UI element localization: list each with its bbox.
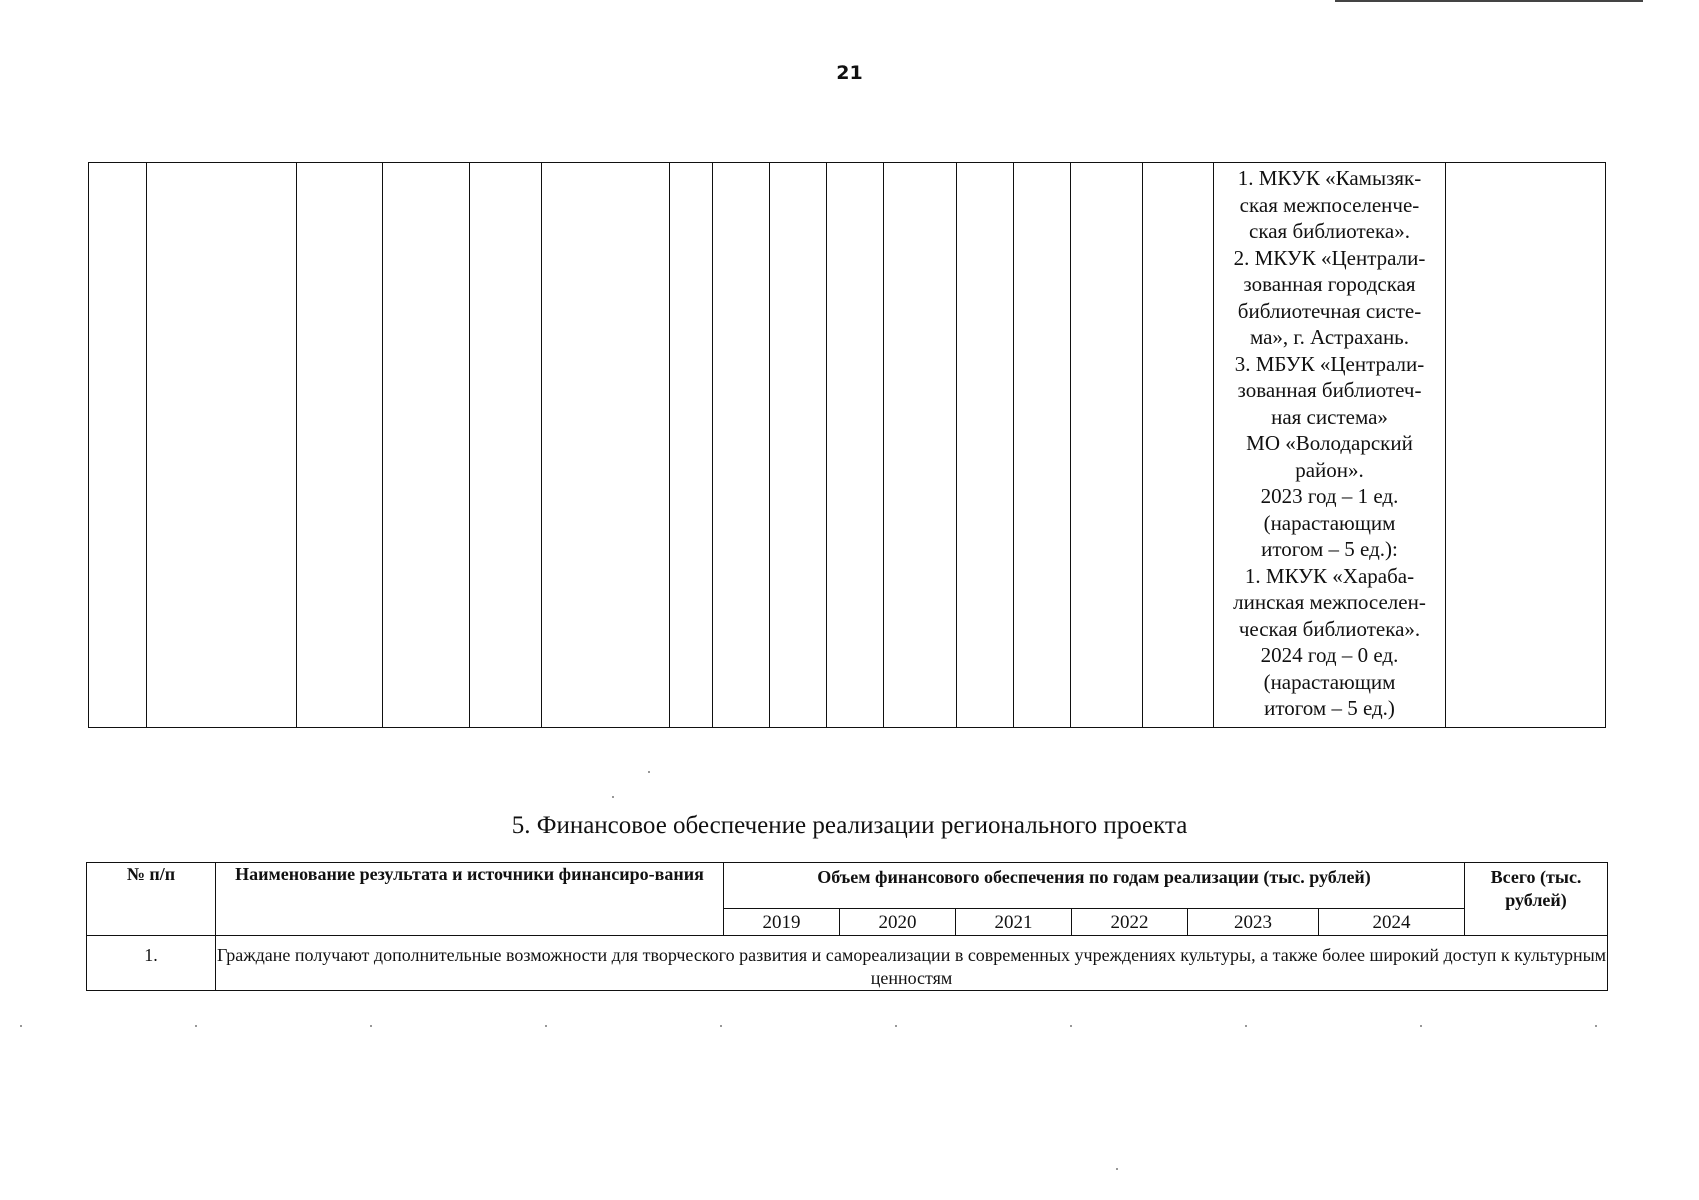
scan-dot xyxy=(1116,1168,1118,1170)
cell-line: ма», г. Астрахань. xyxy=(1249,325,1410,349)
section-heading: 5. Финансовое обеспечение реализации регионального проекта xyxy=(511,812,1188,839)
year-2019: 2019 xyxy=(724,909,840,936)
scan-dot xyxy=(545,1025,547,1027)
table-row xyxy=(89,163,1606,728)
table-cell xyxy=(957,163,1014,728)
scan-dot xyxy=(370,1025,372,1027)
table-cell xyxy=(1071,163,1143,728)
cell-line: МО «Володарский xyxy=(1246,431,1413,455)
table-cell xyxy=(884,163,957,728)
scan-dot xyxy=(1595,1025,1597,1027)
header-total: Всего (тыс. рублей) xyxy=(1465,863,1608,936)
year-2020: 2020 xyxy=(840,909,956,936)
cell-line: ская межпоселенче- xyxy=(1239,192,1420,217)
cell-line: 1. МКУК «Камызяк- xyxy=(1237,166,1422,190)
table-cell xyxy=(827,163,884,728)
cell-line: 2. МКУК «Централи- xyxy=(1233,245,1426,270)
scan-dot xyxy=(195,1025,197,1027)
cell-line: 1. МКУК «Хараба- xyxy=(1244,563,1415,588)
top-rule xyxy=(1335,0,1643,2)
continuation-table xyxy=(88,162,1606,728)
cell-line: 3. МБУК «Централи- xyxy=(1234,351,1425,376)
table-cell xyxy=(297,163,383,728)
libraries-cell xyxy=(1214,163,1446,728)
table-cell xyxy=(542,163,670,728)
table-cell xyxy=(1446,163,1606,728)
scan-dot xyxy=(1070,1025,1072,1027)
year-2022: 2022 xyxy=(1072,909,1188,936)
table-cell xyxy=(89,163,147,728)
finance-table xyxy=(86,862,1608,991)
table-cell xyxy=(147,163,297,728)
scan-dot xyxy=(648,771,650,773)
row-num: 1. xyxy=(87,936,216,991)
cell-line: итогом – 5 ед.) xyxy=(1264,696,1395,720)
scan-dot xyxy=(895,1025,897,1027)
header-volume: Объем финансового обеспечения по годам реализации (тыс. рублей) xyxy=(724,863,1465,909)
year-2021: 2021 xyxy=(956,909,1072,936)
page-number: 21 xyxy=(836,62,863,84)
cell-line: итогом – 5 ед.): xyxy=(1261,537,1398,561)
cell-line: (нарастающим xyxy=(1263,510,1396,535)
table-cell xyxy=(1014,163,1071,728)
cell-line: ческая библиотека». xyxy=(1238,616,1421,641)
cell-line: ская библиотека». xyxy=(1249,219,1410,243)
cell-line: район». xyxy=(1295,457,1364,482)
table-cell xyxy=(770,163,827,728)
cell-line: ная система» xyxy=(1271,404,1388,429)
cell-line: зованная городская xyxy=(1243,272,1416,296)
cell-line: линская межпоселен- xyxy=(1233,590,1426,614)
cell-line: 2024 год – 0 ед. xyxy=(1260,643,1399,667)
scan-dot xyxy=(1420,1025,1422,1027)
year-2024: 2024 xyxy=(1319,909,1465,936)
cell-line: 2023 год – 1 ед. xyxy=(1260,484,1399,508)
table-cell xyxy=(383,163,470,728)
scan-dot xyxy=(1245,1025,1247,1027)
row-result-text: Граждане получают дополнительные возможности для творческого развития и самореализации в современных учреждениях культуры, а также более широкий доступ к культурным ценностям xyxy=(216,936,1608,991)
table-cell xyxy=(470,163,542,728)
year-2023: 2023 xyxy=(1188,909,1319,936)
header-row xyxy=(87,863,1608,909)
table-cell xyxy=(713,163,770,728)
table-cell xyxy=(1143,163,1214,728)
table-row xyxy=(87,936,1608,991)
header-name: Наименование результата и источники финансиро-вания xyxy=(216,863,724,936)
scan-dot xyxy=(720,1025,722,1027)
cell-line: зованная библиотеч- xyxy=(1237,378,1422,402)
scan-dot xyxy=(612,796,614,798)
header-num: № п/п xyxy=(87,863,216,936)
cell-line: библиотечная систе- xyxy=(1237,298,1422,323)
table-cell xyxy=(670,163,713,728)
scan-dot xyxy=(20,1025,22,1027)
cell-line: (нарастающим xyxy=(1263,669,1396,694)
